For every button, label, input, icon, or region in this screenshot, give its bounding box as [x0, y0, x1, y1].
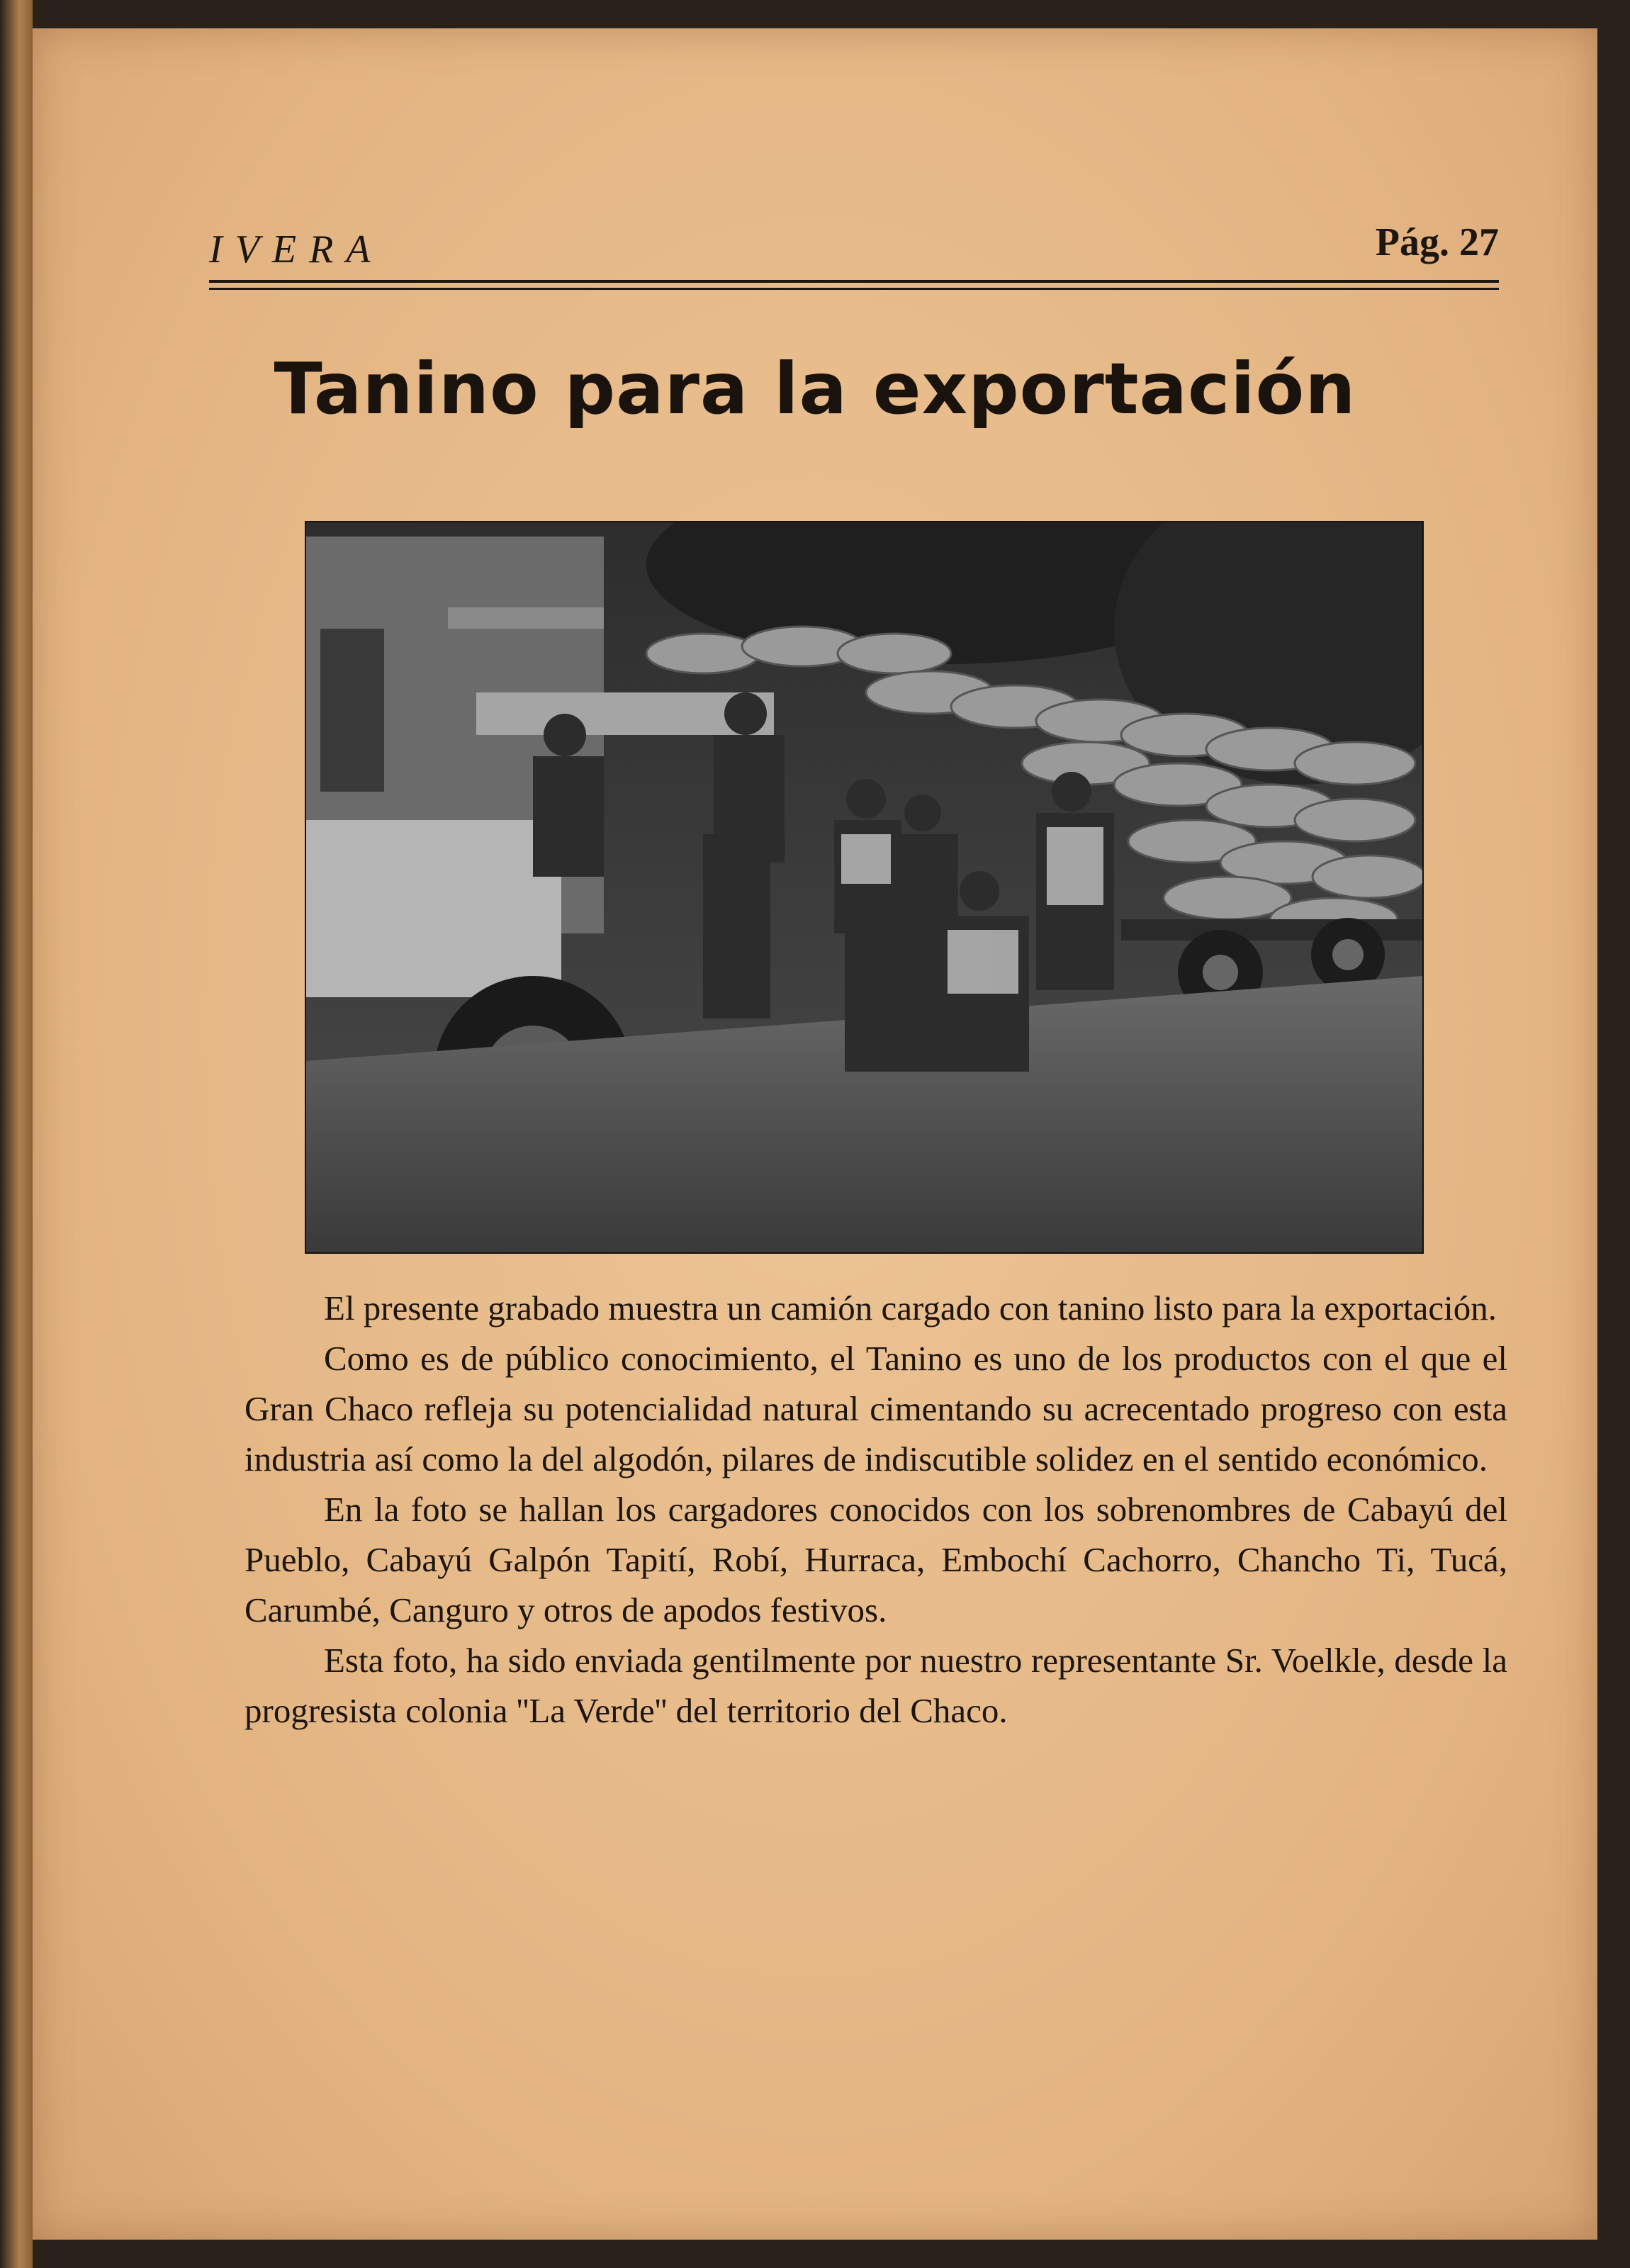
paragraph: El presente grabado muestra un camión cargado con tanino listo para la exportación.: [324, 1289, 1497, 1327]
header-rule-thin: [209, 288, 1499, 290]
paragraph: En la foto se hallan los cargadores conocidos con los sobrenombres de Cabayú del Pueblo, Cabayú Galpón Tapití, Robí, Hurraca, Embochí Cachorro, Chancho Ti, Tucá, Carumbé, Canguro y otros de apodos festivos.: [244, 1490, 1507, 1629]
facing-page-edge: [0, 0, 33, 2268]
page-number: Pág. 27: [1375, 220, 1499, 264]
paragraph: Esta foto, ha sido enviada gentilmente por nuestro representante Sr. Voelkle, desde la progresista colonia ''La Verde'' del territorio del Chaco.: [244, 1641, 1507, 1730]
magazine-name: IVERA: [209, 228, 383, 271]
paragraph: Como es de público conocimiento, el Tanino es uno de los productos con el que el Gran Chaco refleja su potencialidad natural cimentando su acrecentado progreso con esta industria así como la del algodón, pilares de indiscutible solidez en el sentido económico.: [244, 1339, 1507, 1478]
article-photo: [305, 521, 1424, 1254]
running-header: [209, 220, 1499, 276]
header-rule: [209, 280, 1499, 283]
article-title: Tanino para la exportación: [274, 347, 1356, 430]
truck-photo-icon: [306, 522, 1422, 1252]
article-body: [244, 1283, 1507, 1736]
